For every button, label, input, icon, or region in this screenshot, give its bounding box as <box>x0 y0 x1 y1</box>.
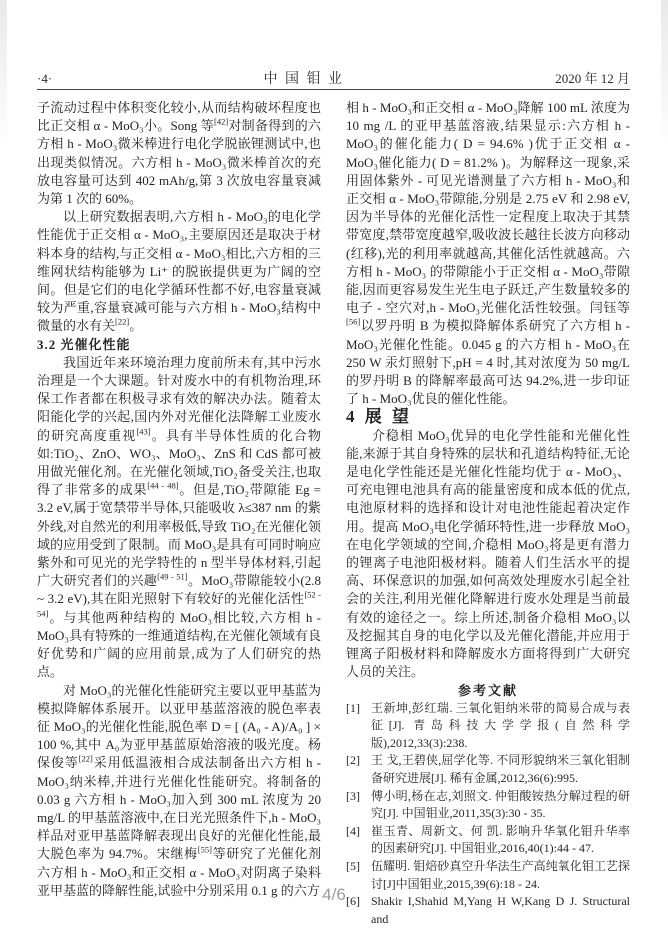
paragraph: 子流动过程中体积变化较小,从而结构破坏程度也比正交相 α - MoO₃小。Song 等[42]对制备得到的六方相 h - MoO₃微米棒进行电化学脱嵌锂测试中,也出现类似情况。六方相 h - MoO₃微米棒首次的充放电容量可达到 402 mAh/g,第 3 次放电容量衰减为第 1 次的 60%。 <box>37 100 321 207</box>
citation-superscript: [22] <box>115 317 130 328</box>
header-rule <box>37 89 630 90</box>
reference-number: [2] <box>346 753 360 768</box>
paragraph: 以上研究数据表明,六方相 h - MoO₃的电化学性能优于正交相 α - MoO₃,主要原因还是取决于材料本身的结构,与正交相 α - MoO₃相比,六方相的三维网状结构能够为 Li⁺ 的脱嵌提供更为广阔的空间。但是它们的电化学循环性都不好,电容量衰减较为严重,容量衰减可能与六方相 h - MoO₃结构中微量的水有关[22]。 <box>37 209 321 334</box>
issue-date: 2020 年 12 月 <box>555 71 630 86</box>
paragraph: 对 MoO₃的光催化性能研究主要以亚甲基蓝为模拟降解体系展开。以亚甲基蓝溶液的脱色率表征 MoO₃的光催化性能,脱色率 D = [ (A₀ - A)/A₀ ] × 100 %,其中 A₀为亚甲基蓝原始溶液的吸光度。杨保俊等[22]采用低温液相合成法制备出六方相 h - MoO₃纳米棒,并进行光催化性能研究。将制备的 0.03 g 六方相 h - MoO₃加入到 300 mL 浓度为 20 mg/L 的甲基蓝溶液中,在日光光照条件下,h - MoO₃样品对亚甲基蓝降解表现出良好的光催化性能,最大脱色率为 94.7%。宋继梅[55]等研究了光催化剂六方相 h - MoO₃和正交相 α - MoO₃对阴离子染料亚甲基蓝的降解性能,试验中分别采用 0.1 g 的六方 <box>37 682 321 898</box>
reference-item <box>346 788 630 823</box>
page-header <box>37 68 630 88</box>
reference-number: [4] <box>346 823 360 838</box>
page-number: ·4· <box>37 71 53 86</box>
citation-superscript: [56] <box>346 317 361 328</box>
reference-text: 伍耀明. 钼焙砂真空升华法生产高纯氧化钼工艺探讨[J]中国钼业,2015,39(6):18 - 24. <box>371 859 630 891</box>
scan-edge-shade-left <box>0 0 7 150</box>
citation-superscript: [42] <box>213 116 229 127</box>
reference-item <box>346 752 630 787</box>
citation-superscript: [44 - 48] <box>147 480 179 491</box>
reference-item <box>346 700 630 753</box>
section-heading: 3.2 光催化性能 <box>37 336 131 352</box>
reference-number: [5] <box>346 859 360 874</box>
left-column <box>37 99 321 900</box>
journal-title: 中 国 钼 业 <box>263 72 344 87</box>
reference-text: 王新坤,彭红瑞. 三氧化钼纳米带的简易合成与表征[J]. 青岛科技大学学报(自然科学版),2012,33(3):238. <box>371 700 630 750</box>
reference-item <box>346 823 630 858</box>
reference-text: 傅小明,杨在志,刘照文. 仲钼酸铵热分解过程的研究[J]. 中国钼业,2011,35(3):30 - 35. <box>371 788 630 821</box>
paragraph: 介稳相 MoO₃优异的电化学性能和光催化性能,来源于其自身特殊的层状和孔道结构特征,无论是电化学性能还是光催化性能均优于 α - MoO₃、可充电锂电池具有高的能量密度和成本低的优点,电池原材料的选择和设计对电池性能起着决定作用。提高 MoO₃电化学循环特性,进一步释放 MoO₃在电化学领域的空间,介稳相 MoO₃将是更有潜力的锂离子电池阳极材料。随着人们生活水平的提高、环保意识的加强,如何高效处理废水引起全社会的关注,利用光催化降解进行废水处理是当前最有效的途径之一。综上所述,制备介稳相 MoO₃以及挖掘其自身的电化学以及光催化潜能,并应用于锂离子阳极材料和降解废水方面将得到广大研究人员的关注。 <box>346 427 630 680</box>
scan-edge-shade-right <box>661 0 668 150</box>
right-column <box>346 99 630 928</box>
citation-superscript: [52 - 54] <box>37 590 321 619</box>
citation-superscript: [43] <box>136 426 151 437</box>
citation-superscript: [55] <box>197 845 212 855</box>
refs-heading: 参考文献 <box>457 682 518 698</box>
reference-text: 崔玉青、周新文、何 凯. 影响升华氧化钼升华率的因素研究[J]. 中国钼业,2016,40(1):44 - 47. <box>371 823 630 856</box>
page-indicator: 4/6 <box>322 885 346 904</box>
citation-superscript: [22] <box>78 753 93 764</box>
reference-number: [1] <box>346 700 360 715</box>
paragraph: 我国近年来环境治理力度前所未有,其中污水治理是一个大课题。针对废水中的有机物治理,环保工作者都在积极寻求有效的解决办法。随着太阳能化学的兴起,国内外对光催化法降解工业废水的研究高度重视[43]。具有半导体性质的化合物如:TiO₂、ZnO、WO₃、MoO₃、ZnS 和 CdS 都可被用做光催化剂。在光催化领域,TiO₂备受关注,也取得了非常多的成果[44 - 48]。但是,TiO₂带隙能 Eg = 3.2 eV,属于宽禁带半导体,只能吸收 λ≤387 nm 的紫外线,对自然光的利用率极低,导致 TiO₂在光催化领域的应用受到了限制。而 MoO₃是具有可同时响应紫外和可见光的光学特性的 n 型半导体材料,引起广大研究者们的兴趣[49 - 51]。MoO₃带隙能较小(2.8 ~ 3.2 eV),其在阳光照射下有较好的光催化活性[52 - 54]。与其他两种结构的 MoO₃相比较,六方相 h - MoO₃具有特殊的一维通道结构,在光催化领域有良好优势和广阔的应用前景,成为了人们研究的热点。 <box>37 354 321 680</box>
reference-text: 王 戈,王碧侠,屈学化等. 不同形貌纳米三氧化钼制备研究进展[J]. 稀有金属,2012,36(6):995. <box>371 753 630 786</box>
citation-superscript: [49 - 51] <box>157 571 188 582</box>
reference-number: [6] <box>346 894 360 909</box>
paragraph: 相 h - MoO₃和正交相 α - MoO₃降解 100 mL 浓度为 10 mg /L 的亚甲基蓝溶液,结果显示:六方相 h - MoO₃的催化能力( D = 94.6% )优于正交相 α - MoO₃催化能力( D = 81.2% )。为解释这一现象,采用固体紫外 - 可见光谱测量了六方相 h - MoO₃和正交相 α - MoO₃带隙能,分别是 2.75 eV 和 2.98 eV,因为半导体的光催化活性一定程度上取决于其禁带宽度,禁带宽度越窄,吸收波长越往长波方向移动(红移),光的利用率就越高,其催化活性就越高。六方相 h - MoO₃ 的带隙能小于正交相 α - MoO₃带隙能,因而更容易发生光生电子跃迁,产生数量较多的电子 - 空穴对,h - MoO₃光催化活性较强。闫钰等[56]以罗丹明 B 为模拟降解体系研究了六方相 h - MoO₃光催化性能。0.045 g 的六方相 h - MoO₃在 250 W 汞灯照射下,pH = 4 时,其对浓度为 50 mg/L 的罗丹明 B 的降解率最高可达 94.2%,进一步印证了 h - MoO₃优良的催化性能。 <box>346 100 630 407</box>
chapter-heading: 4 展 望 <box>346 407 412 427</box>
reference-text: Shakir I,Shahid M,Yang H W,Kang D J. Structural and <box>371 894 630 926</box>
reference-number: [3] <box>346 788 360 803</box>
